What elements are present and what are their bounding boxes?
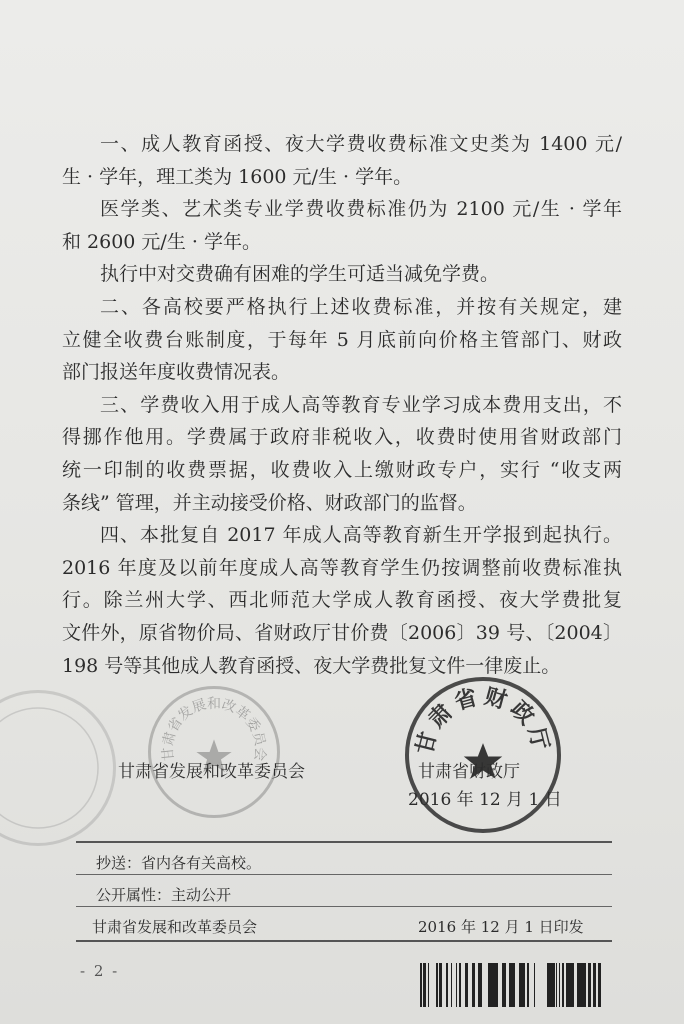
text-line: 一、成人教育函授、夜大学费收费标准文史类为 1400 元/ [100,133,622,155]
text-line: 二、各高校要严格执行上述收费标准，并按有关规定，建 [100,295,622,318]
document-body [62,128,622,682]
text-line: 三、学费收入用于成人高等教育专业学习成本费用支出，不 [100,393,622,416]
text-line: 文件外，原省物价局、省财政厅甘价费〔2006〕39 号、〔2004〕 [62,621,622,644]
paragraph-4 [62,291,622,389]
cc-line: 抄送：省内各有关高校。 [96,854,262,872]
text-line: 医学类、艺术类专业学费收费标准仍为 2100 元/生 · 学年 [100,198,622,221]
paragraph-3 [62,258,622,291]
faint-seal-icon [0,690,116,846]
public-attribute: 公开属性：主动公开 [96,886,232,904]
text-line: 得挪作他用。学费属于政府非税收入，收费时使用省财政部门 [62,426,622,449]
text-line: 统一印制的收费票据，收费收入上缴财政专户，实行 “收支两 [62,458,622,481]
footer-divider [76,874,612,875]
text-line: 生 · 学年，理工类为 1600 元/生 · 学年。 [62,165,413,188]
svg-text:甘肃省财政厅: 甘肃省财政厅 [411,683,555,757]
text-line: 部门报送年度收费情况表。 [62,361,291,384]
page-number: - 2 - [80,962,120,980]
ndrc-signature: 甘肃省发展和改革委员会 [118,762,305,782]
text-line: 2016 年度及以前年度成人高等教育学生仍按调整前收费标准执 [62,556,622,579]
text-line: 和 2600 元/生 · 学年。 [62,230,261,253]
text-line: 198 号等其他成人教育函授、夜大学费批复文件一律废止。 [62,654,561,677]
paragraph-2 [62,193,622,258]
text-line: 行。除兰州大学、西北师范大学成人教育函授、夜大学费批复 [62,589,622,612]
footer-divider [76,841,612,843]
barcode-icon [420,963,602,1007]
paragraph-1 [62,128,622,193]
issuing-org: 甘肃省发展和改革委员会 [92,918,258,936]
footer-divider [76,940,612,942]
paragraph-6 [62,519,622,682]
issued-date: 2016 年 12 月 1 日印发 [418,918,584,936]
ndrc-seal-icon [148,686,280,818]
footer-divider [76,906,612,907]
svg-text:甘肃省发展和改革委员会: 甘肃省发展和改革委员会 [159,695,269,762]
text-line: 条线” 管理，并主动接受价格、财政部门的监督。 [62,491,477,514]
text-line: 执行中对交费确有困难的学生可适当减免学费。 [100,263,500,286]
text-line: 立健全收费台账制度，于每年 5 月底前向价格主管部门、财政 [62,328,622,351]
finance-signature: 甘肃省财政厅 [418,762,520,782]
paragraph-5 [62,389,622,519]
text-line: 四、本批复自 2017 年成人高等教育新生开学报到起执行。 [100,524,622,547]
signature-date: 2016 年 12 月 1 日 [408,790,562,810]
